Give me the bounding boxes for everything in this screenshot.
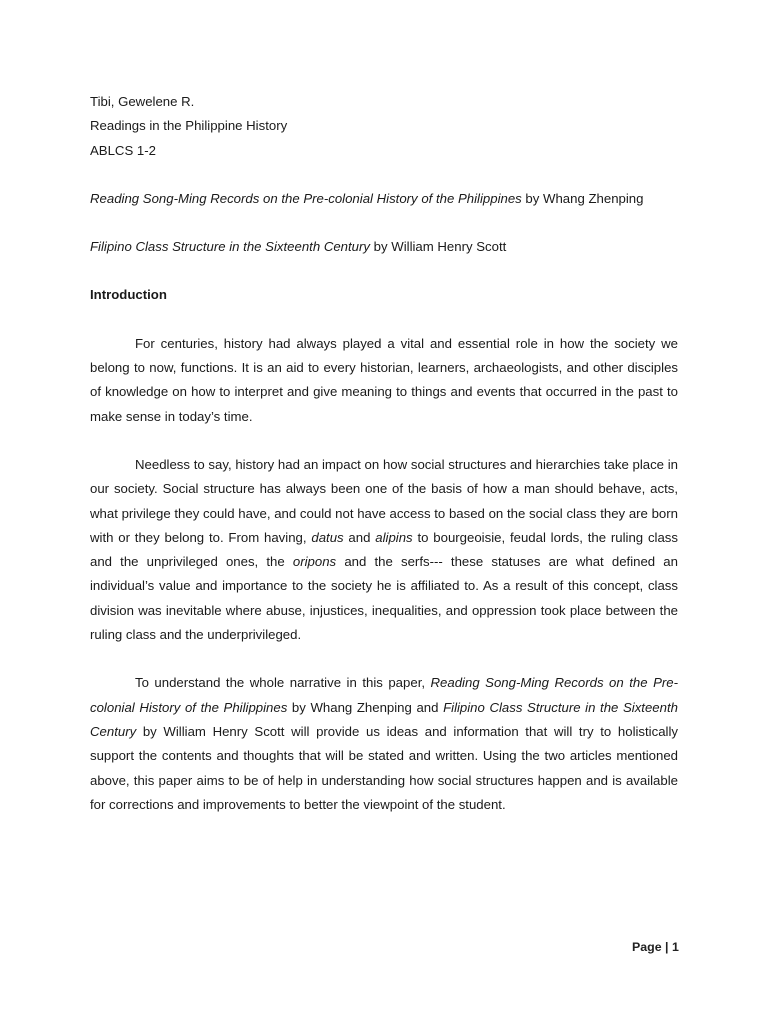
paragraph-3-text-c: by Whang Zhenping and (287, 699, 444, 715)
paragraph-3-text-a: To understand the whole narrative in this paper, (135, 675, 431, 691)
section-heading: Introduction (90, 287, 167, 303)
paragraph-2-term-oripons: oripons (292, 554, 337, 570)
section-code: ABLCS 1-2 (90, 142, 156, 158)
reference-1 (90, 187, 678, 211)
reference-1-title: Reading Song-Ming Records on the Pre-colonial History of the Philippines (90, 190, 522, 206)
paragraph-3-title-2: Filipino Class Structure in the Sixteenth Century (90, 699, 678, 739)
paragraph-2-text-g: and the serfs--- these statuses are what defined an individual’s value and importance to the society he is affiliated to. As a result of this concept, class division was inevitable where abuse, injustices, inequalities, and oppression took place between the ruling class and the underprivileged. (90, 554, 678, 643)
paragraph-3 (90, 671, 678, 817)
paragraph-2-text-e: to bourgeoisie, feudal lords, the ruling class and the unprivileged ones, the (90, 529, 678, 570)
reference-2-title: Filipino Class Structure in the Sixteenth Century (90, 239, 370, 255)
paragraph-1: For centuries, history had always played a vital and essential role in how the society we belong to now, functions. It is an aid to every historian, learners, archaeologists, and other disciples of knowledge on how to interpret and give meaning to things and events that occurred in the past to make sense in today’s time. (90, 335, 678, 424)
paragraph-2 (90, 453, 678, 647)
reference-1-author: by Whang Zhenping (521, 190, 644, 206)
reference-2-author: by William Henry Scott (370, 239, 507, 255)
paragraph-2-text-a: Needless to say, history had an impact on how social structures and hierarchies take place in our society. Social structure has always been one of the basis of how a man should behave, acts, what privilege they could have, and could not have access to based on the social class they are born with or they belong to. From having, (90, 456, 678, 545)
paragraph-2-term-alipins: alipins (375, 529, 413, 545)
paragraph-2-text-c: and (343, 529, 376, 545)
reference-2 (90, 235, 678, 259)
paragraph-2-term-datus: datus (311, 529, 344, 545)
paragraph-3-title-1: Reading Song-Ming Records on the Pre-colonial History of the Philippines (90, 675, 678, 715)
paragraph-3-text-e: by William Henry Scott will provide us ideas and information that will try to holistically support the contents and thoughts that will be stated and written. Using the two articles mentioned above, this paper aims to be of help in understanding how social structures happen and is available for corrections and improvements to better the viewpoint of the student. (90, 723, 678, 812)
page-number: Page | 1 (632, 940, 679, 954)
author-name: Tibi, Gewelene R. (90, 94, 195, 109)
document-body (90, 90, 678, 817)
course-name: Readings in the Philippine History (90, 118, 288, 134)
